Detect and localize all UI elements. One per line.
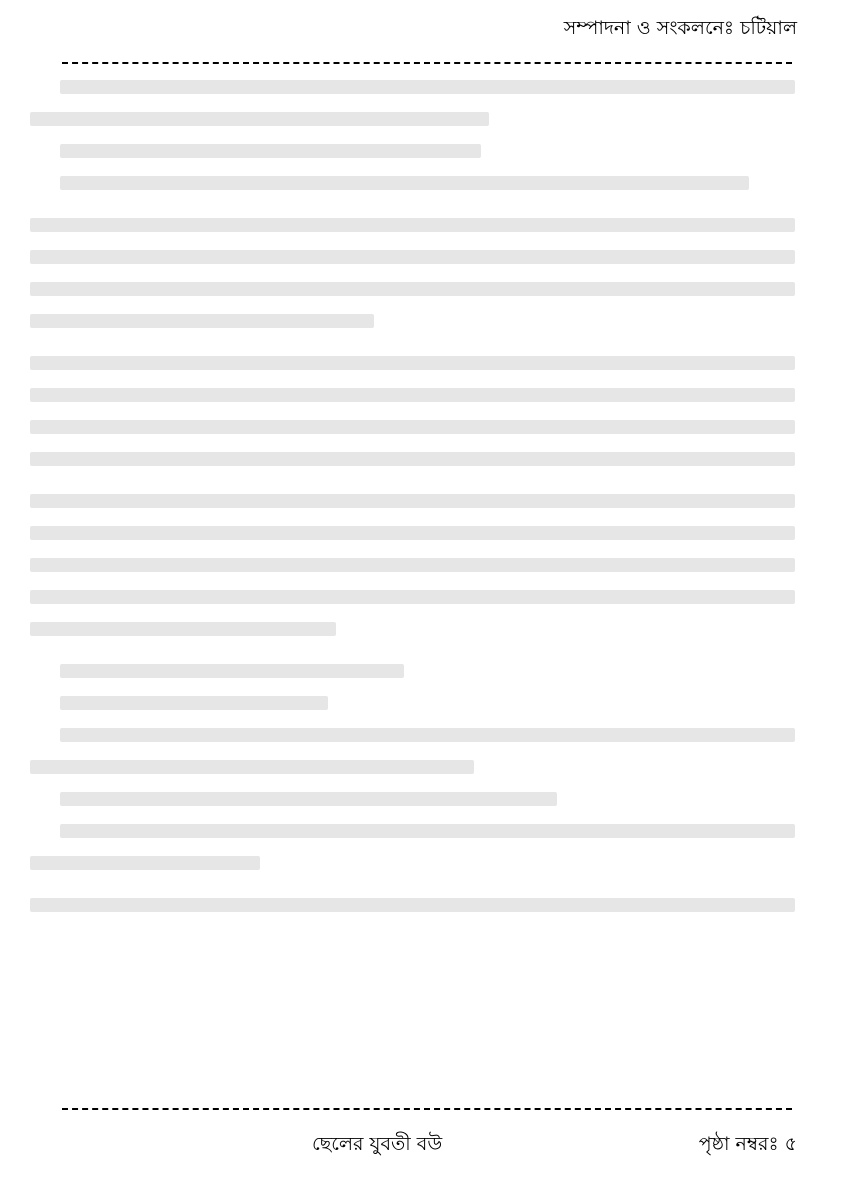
text-line — [30, 250, 795, 264]
text-line — [30, 356, 795, 370]
text-line — [60, 664, 404, 678]
text-line — [30, 282, 795, 296]
dialogue-block — [30, 80, 795, 190]
text-line — [30, 494, 795, 508]
paragraph — [30, 494, 795, 636]
header-credit: সম্পাদনা ও সংকলনেঃ চটিয়াল — [563, 17, 797, 39]
text-line — [30, 856, 260, 870]
top-divider — [62, 62, 792, 64]
text-line — [30, 558, 795, 572]
text-line — [30, 452, 795, 466]
text-line — [30, 622, 336, 636]
paragraph — [30, 898, 795, 912]
text-line — [60, 696, 328, 710]
text-line — [60, 176, 749, 190]
text-line — [60, 728, 795, 742]
bottom-divider — [62, 1108, 792, 1110]
paragraph — [30, 356, 795, 466]
text-line — [60, 144, 481, 158]
text-line — [30, 590, 795, 604]
text-line — [30, 526, 795, 540]
text-line — [30, 898, 795, 912]
footer-title: ছেলের যুবতী বউ — [312, 1133, 443, 1155]
body-text-placeholder — [30, 80, 795, 940]
text-line — [60, 824, 795, 838]
paragraph — [30, 218, 795, 328]
text-line — [30, 760, 474, 774]
text-line — [30, 420, 795, 434]
text-line — [30, 314, 374, 328]
text-line — [60, 792, 557, 806]
text-line — [30, 218, 795, 232]
text-line — [30, 112, 489, 126]
text-line — [30, 388, 795, 402]
text-line — [60, 80, 795, 94]
page-number: পৃষ্ঠা নম্বরঃ ৫ — [698, 1133, 797, 1155]
dialogue-block — [30, 664, 795, 870]
